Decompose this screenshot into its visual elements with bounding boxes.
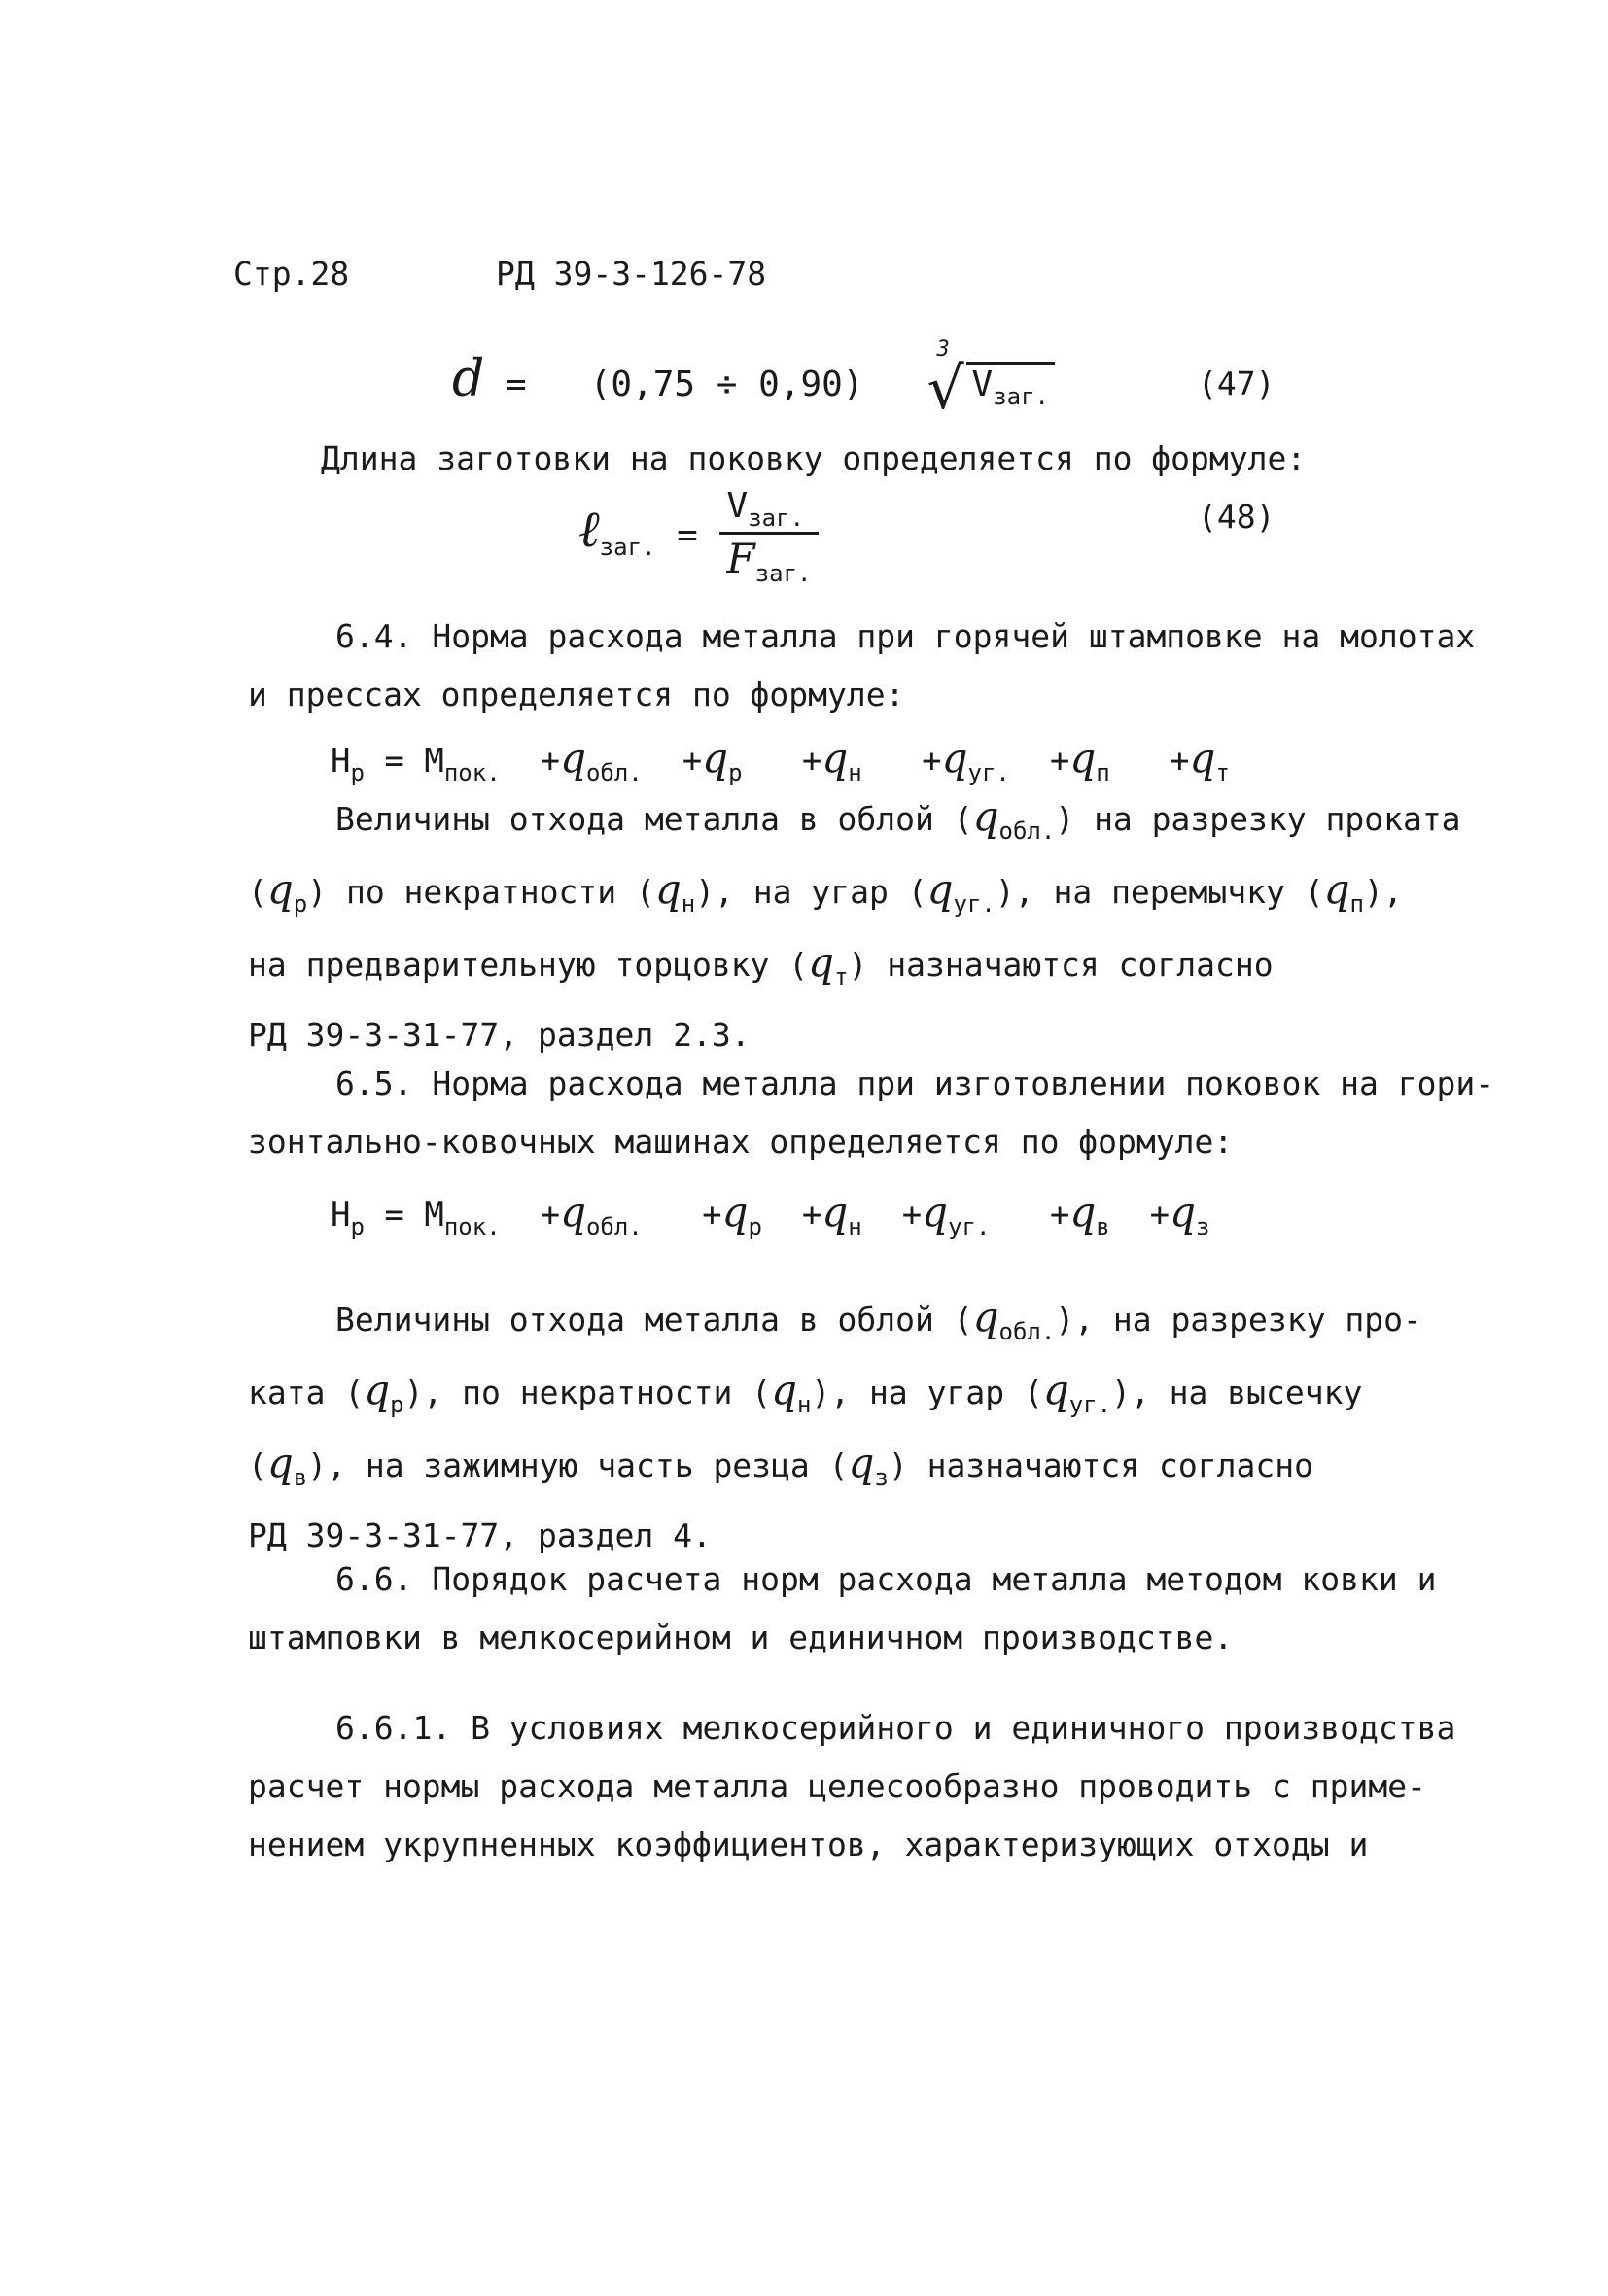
s65-line1: 6.5. Норма расхода металла при изготовлении поковок на гори- (335, 1064, 1495, 1102)
q-symbol: q (1069, 1188, 1097, 1235)
q-symbol: q (941, 734, 968, 782)
equation-47-number: (47) (1198, 365, 1276, 402)
eq47-range: (0,75 ÷ 0,90) (589, 365, 864, 404)
section-6-6-1 (248, 1699, 1456, 1874)
eq48-num-sub: заг. (748, 504, 805, 532)
q-symbol: q (1170, 1188, 1196, 1235)
s64-p3: на предварительную торцовку $(q_т)$ назначаются согласно (248, 938, 1274, 991)
q-symbol: q (1069, 734, 1097, 782)
eq47-cube-root (926, 337, 1055, 423)
q-symbol: q (560, 734, 586, 782)
s65-formula: $Н_р = М_{пок.} +q_{обл.} +q_р +q_н +q_{уг.} +q_в +q_з$ (331, 1188, 1210, 1240)
s65-p1: Величины отхода металла в облой $(q_{обл.})$, на разрезку про- (335, 1293, 1422, 1345)
section-6-5 (248, 1055, 1495, 1171)
s65-p2: ката $(q_р)$, по некратности $(q_н)$, на угар $(q_{уг.})$, на высечку (248, 1366, 1363, 1418)
eq48-lhs: ℓ (578, 501, 600, 559)
s66-line2: штамповки в мелкосерийном и единичном производстве. (248, 1618, 1234, 1656)
q-symbol: q (922, 1188, 949, 1235)
q-symbol: q (702, 734, 729, 782)
s64-line2: и прессах определяется по формуле: (248, 676, 905, 713)
s64-p4: РД 39-3-31-77, раздел 2.3. (248, 1016, 751, 1054)
q-symbol: q (821, 734, 849, 782)
equation-48-number: (48) (1198, 498, 1276, 536)
s64-line1: 6.4. Норма расхода металла при горячей штамповке на молотах (335, 617, 1476, 655)
s65-p3: $(q_в)$, на зажимную часть резца $(q_з)$ назначаются согласно (248, 1439, 1313, 1491)
radical-sign-icon: √ (926, 355, 964, 423)
section-6-6 (248, 1550, 1437, 1667)
s64-formula: $Н_р = М_{пок.} +q_{обл.} +q_р +q_н +q_{уг.} +q_п +q_т$ (331, 734, 1230, 786)
eq48-lhs-sub: заг. (599, 534, 656, 561)
eq48-den-sub: заг. (754, 560, 812, 587)
s64-explanation (248, 787, 1461, 1064)
page-number: Стр.28 (233, 255, 350, 293)
s661-line2: расчет нормы расхода металла целесообразно проводить с приме- (248, 1767, 1426, 1805)
q-symbol: q (1189, 734, 1216, 782)
eq48-equals: = (677, 515, 698, 555)
eq47-equals: = (505, 365, 527, 404)
length-intro: Длина заготовки на поковку определяется по формуле: (321, 439, 1307, 477)
eq47-root-sub: заг. (993, 383, 1049, 410)
eq47-root-index: 3 (936, 337, 950, 362)
equation-48 (578, 486, 819, 587)
s66-line1: 6.6. Порядок расчета норм расхода металла методом ковки и (335, 1560, 1437, 1598)
s661-line3: нением укрупненных коэффициентов, характеризующих отходы и (248, 1826, 1369, 1863)
q-symbol: q (721, 1188, 749, 1235)
s64-p2: $(q_р)$ по некратности $(q_н)$, на угар $(q_{уг.})$, на перемычку $(q_п)$, (248, 865, 1403, 918)
q-symbol: q (821, 1188, 849, 1235)
eq48-den-var: F (726, 535, 755, 582)
eq48-fraction (719, 486, 820, 587)
s661-line1: 6.6.1. В условиях мелкосерийного и единичного производства (335, 1709, 1456, 1747)
eq47-lhs: d (452, 350, 485, 408)
eq47-root-var: V (971, 365, 994, 404)
section-6-4 (248, 608, 1476, 724)
eq48-num-var: V (726, 486, 749, 526)
s65-line2: зонтально-ковочных машинах определяется по формуле: (248, 1123, 1234, 1161)
s64-p1: Величины отхода металла в облой $(q_{обл.})$ на разрезку проката (335, 792, 1461, 845)
s65-explanation (248, 1288, 1422, 1565)
equation-47 (452, 337, 1055, 423)
q-symbol: q (560, 1188, 586, 1235)
document-code: РД 39-3-126-78 (496, 255, 767, 293)
s65-p4: РД 39-3-31-77, раздел 4. (248, 1516, 712, 1554)
